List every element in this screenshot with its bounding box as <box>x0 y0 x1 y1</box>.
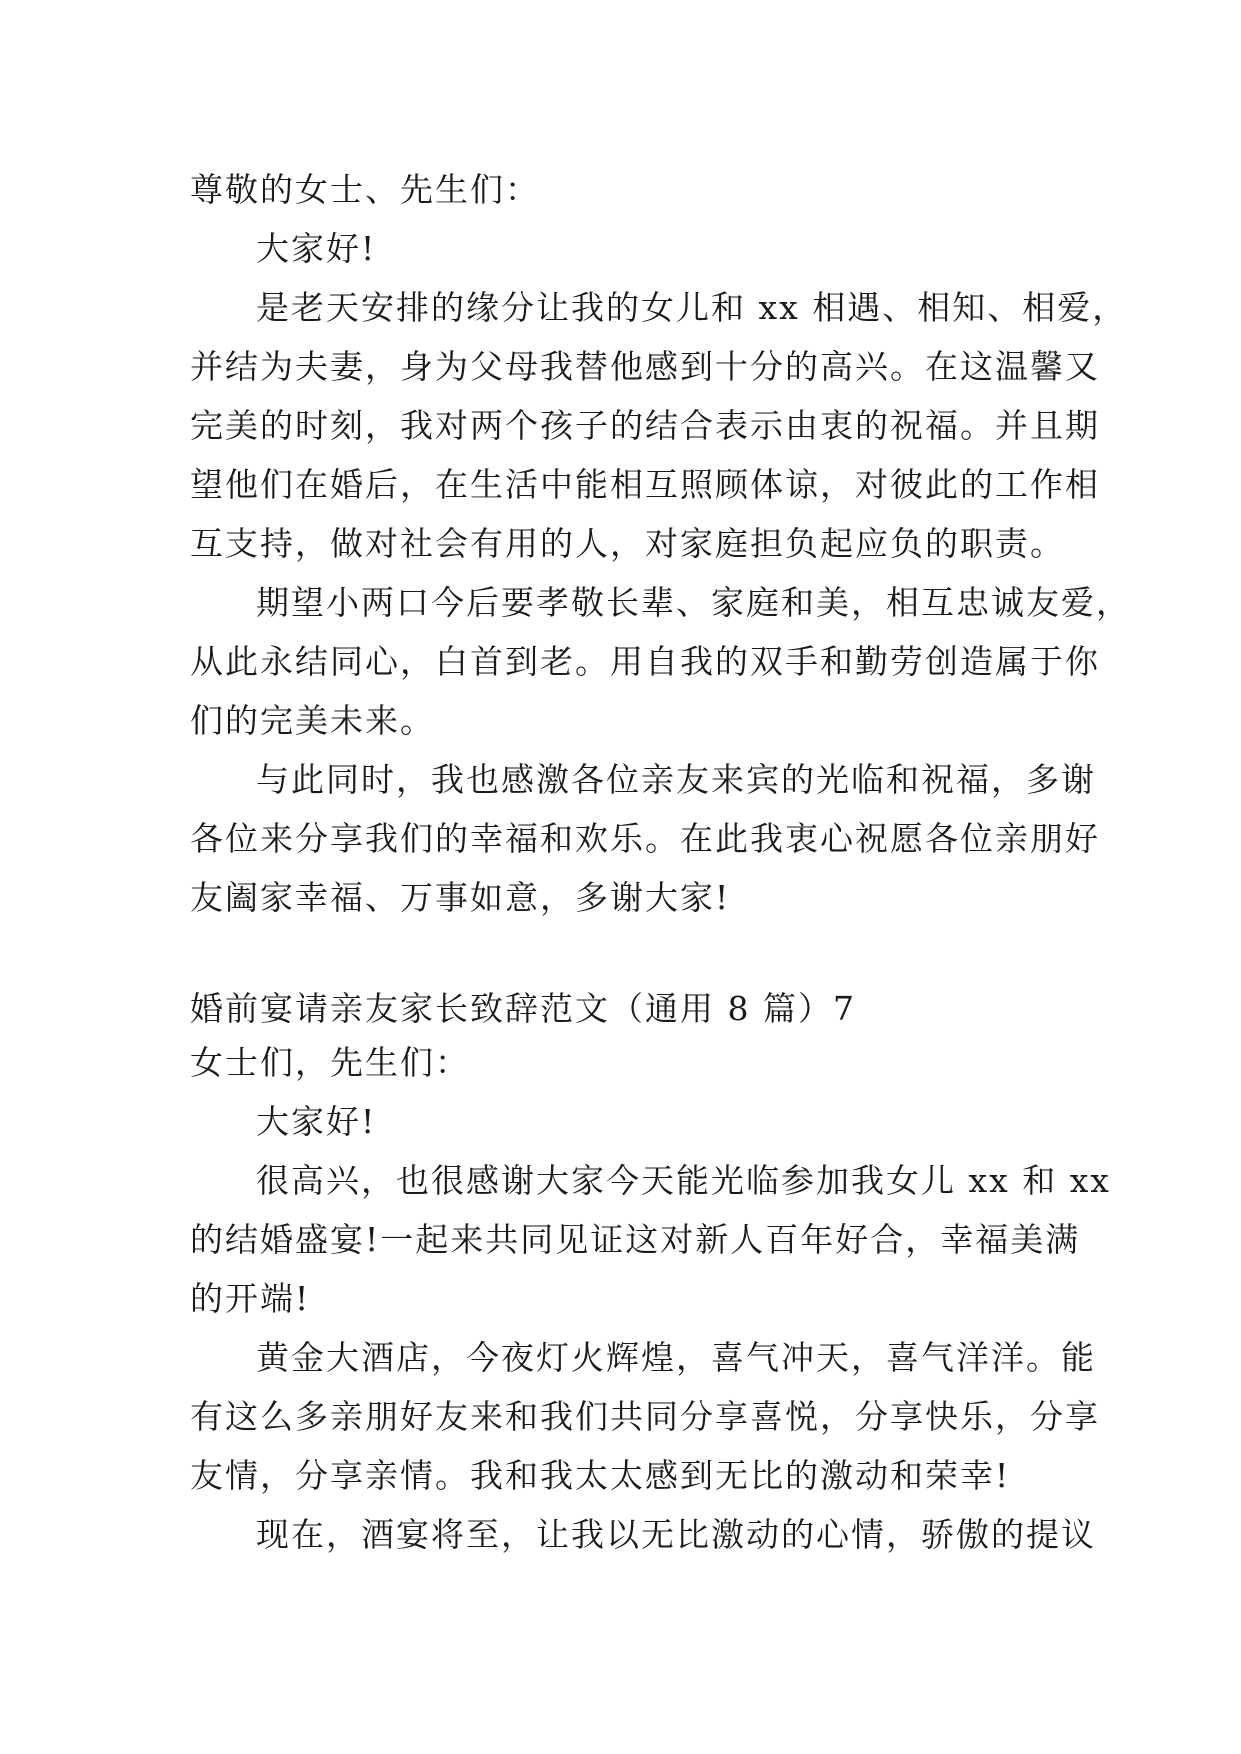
paragraph-line: 们的完美未来。 <box>190 701 435 740</box>
paragraph-line: 望他们在婚后，在生活中能相互照顾体谅，对彼此的工作相 <box>190 465 1100 504</box>
salutation: 女士们，先生们： <box>190 1043 470 1082</box>
paragraph-line: 很高兴，也很感谢大家今天能光临参加我女儿 xx 和 xx <box>256 1161 1111 1200</box>
greeting: 大家好! <box>256 1102 377 1141</box>
section-title: 婚前宴请亲友家长致辞范文（通用 8 篇）7 <box>190 989 856 1028</box>
section-spacer <box>190 927 1070 984</box>
paragraph-line: 与此同时，我也感激各位亲友来宾的光临和祝福，多谢 <box>256 760 1096 799</box>
paragraph-line: 的开端! <box>190 1279 311 1318</box>
paragraph-line: 友阖家幸福、万事如意，多谢大家! <box>190 878 731 917</box>
paragraph-line: 各位来分享我们的幸福和欢乐。在此我衷心祝愿各位亲朋好 <box>190 819 1100 858</box>
paragraph-line: 互支持，做对社会有用的人，对家庭担负起应负的职责。 <box>190 524 1065 563</box>
paragraph-line: 是老天安排的缘分让我的女儿和 xx 相遇、相知、相爱， <box>256 288 1128 327</box>
greeting: 大家好! <box>256 229 377 268</box>
paragraph-line: 友情，分享亲情。我和我太太感到无比的激动和荣幸! <box>190 1456 1011 1495</box>
paragraph-line: 并结为夫妻，身为父母我替他感到十分的高兴。在这温馨又 <box>190 347 1100 386</box>
paragraph-line: 的结婚盛宴!一起来共同见证这对新人百年好合，幸福美满 <box>190 1220 1081 1259</box>
paragraph-line: 黄金大酒店，今夜灯火辉煌，喜气冲天，喜气洋洋。能 <box>256 1338 1096 1377</box>
paragraph-line: 现在，酒宴将至，让我以无比激动的心情，骄傲的提议 <box>256 1515 1096 1554</box>
paragraph-line: 完美的时刻，我对两个孩子的结合表示由衷的祝福。并且期 <box>190 406 1100 445</box>
paragraph-line: 期望小两口今后要孝敬长辈、家庭和美，相互忠诚友爱， <box>256 583 1131 622</box>
salutation: 尊敬的女士、先生们： <box>190 170 540 209</box>
document-body <box>190 160 1131 1564</box>
paragraph-line: 有这么多亲朋好友来和我们共同分享喜悦，分享快乐，分享 <box>190 1397 1100 1436</box>
paragraph-line: 从此永结同心，白首到老。用自我的双手和勤劳创造属于你 <box>190 642 1100 681</box>
